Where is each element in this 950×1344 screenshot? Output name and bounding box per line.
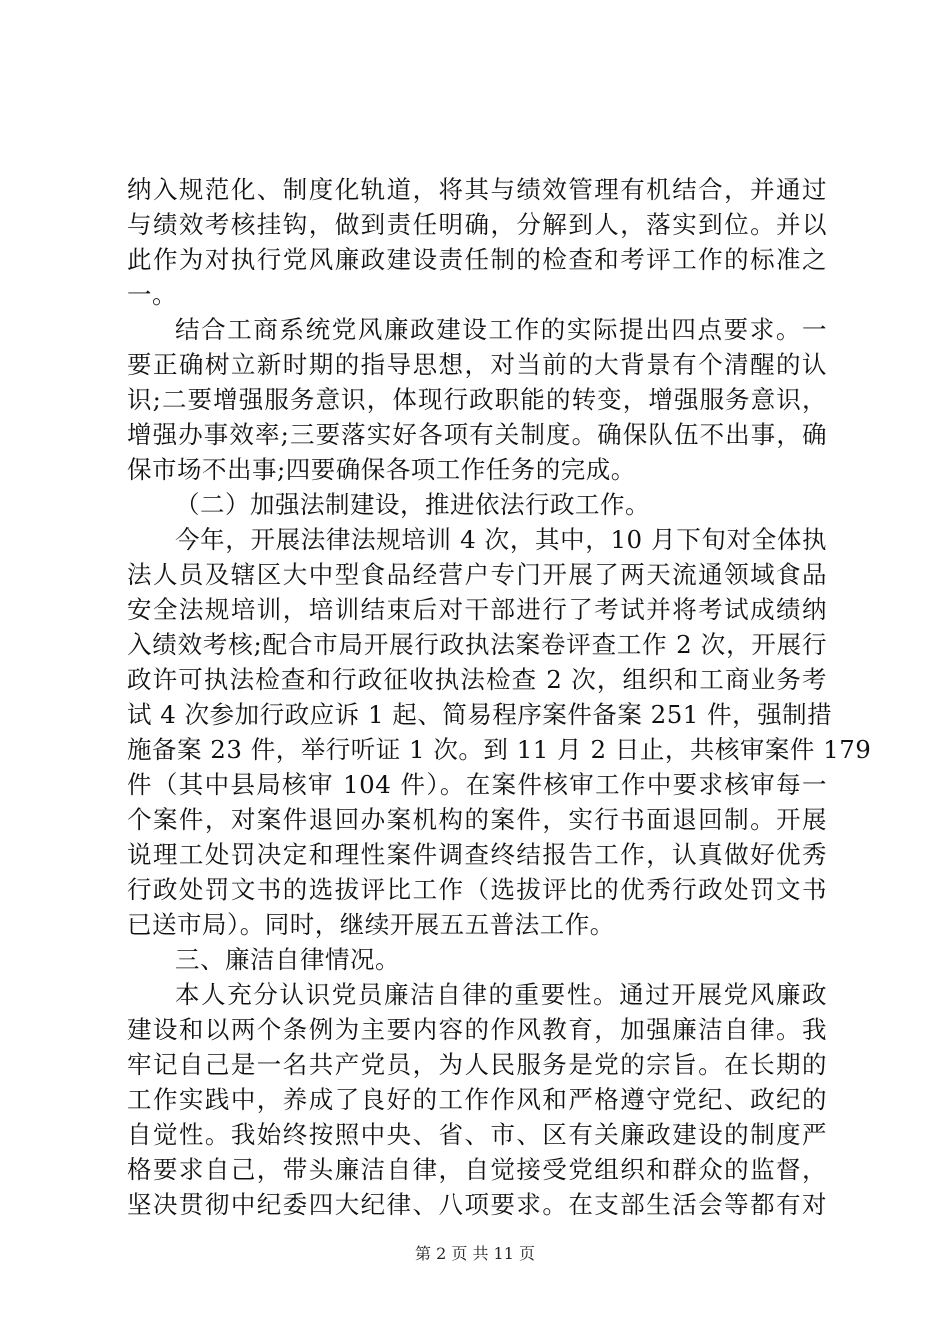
body-text-line: 已送市局）。同时，继续开展五五普法工作。 (127, 910, 615, 939)
body-text-line: 安全法规培训，培训结束后对干部进行了考试并将考试成绩纳 (127, 595, 827, 624)
body-text-line: 自觉性。我始终按照中央、省、市、区有关廉政建设的制度严 (127, 1120, 827, 1149)
body-text-line: 增强办事效率;三要落实好各项有关制度。确保队伍不出事，确 (127, 420, 827, 449)
body-text-line: 结合工商系统党风廉政建设工作的实际提出四点要求。一 (175, 315, 827, 344)
body-text-line: 政许可执法检查和行政征收执法检查 2 次，组织和工商业务考 (127, 665, 827, 694)
body-text-line: 入绩效考核;配合市局开展行政执法案卷评查工作 2 次，开展行 (127, 630, 827, 659)
body-text-line: 施备案 23 件，举行听证 1 次。到 11 月 2 日止，共核审案件 179 (127, 735, 872, 764)
body-text-line: 行政处罚文书的选拔评比工作（选拔评比的优秀行政处罚文书 (127, 875, 827, 904)
body-text-line: 建设和以两个条例为主要内容的作风教育，加强廉洁自律。我 (127, 1015, 827, 1044)
body-text-line: 今年，开展法律法规培训 4 次，其中，10 月下旬对全体执 (175, 525, 827, 554)
body-text-line: 法人员及辖区大中型食品经营户专门开展了两天流通领域食品 (127, 560, 827, 589)
section-heading: （二）加强法制建设，推进依法行政工作。 (175, 490, 650, 519)
page-footer: 第 2 页 共 11 页 (415, 1244, 535, 1263)
body-text-line: 一。 (127, 280, 177, 309)
body-text-line: 说理工处罚决定和理性案件调查终结报告工作，认真做好优秀 (127, 840, 827, 869)
body-text-line: 要正确树立新时期的指导思想，对当前的大背景有个清醒的认 (127, 350, 827, 379)
body-text-line: 件（其中县局核审 104 件）。在案件核审工作中要求核审每一 (127, 770, 827, 799)
section-heading: 三、廉洁自律情况。 (175, 945, 400, 974)
body-text-line: 与绩效考核挂钩，做到责任明确，分解到人，落实到位。并以 (127, 210, 827, 239)
body-text-line: 识;二要增强服务意识，体现行政职能的转变，增强服务意识， (127, 385, 827, 414)
body-text-line: 试 4 次参加行政应诉 1 起、简易程序案件备案 251 件，强制措 (127, 700, 833, 729)
body-text-line: 保市场不出事;四要确保各项工作任务的完成。 (127, 455, 636, 484)
body-text-line: 本人充分认识党员廉洁自律的重要性。通过开展党风廉政 (175, 980, 827, 1009)
body-text-line: 此作为对执行党风廉政建设责任制的检查和考评工作的标准之 (127, 245, 827, 274)
body-text-line: 个案件，对案件退回办案机构的案件，实行书面退回制。开展 (127, 805, 827, 834)
body-text-line: 工作实践中，养成了良好的工作作风和严格遵守党纪、政纪的 (127, 1085, 827, 1114)
body-text-line: 格要求自己，带头廉洁自律，自觉接受党组织和群众的监督， (127, 1155, 827, 1184)
body-text-line: 纳入规范化、制度化轨道，将其与绩效管理有机结合，并通过 (127, 175, 827, 204)
body-text-line: 牢记自己是一名共产党员，为人民服务是党的宗旨。在长期的 (127, 1050, 827, 1079)
body-text-line: 坚决贯彻中纪委四大纪律、八项要求。在支部生活会等都有对 (127, 1190, 827, 1219)
